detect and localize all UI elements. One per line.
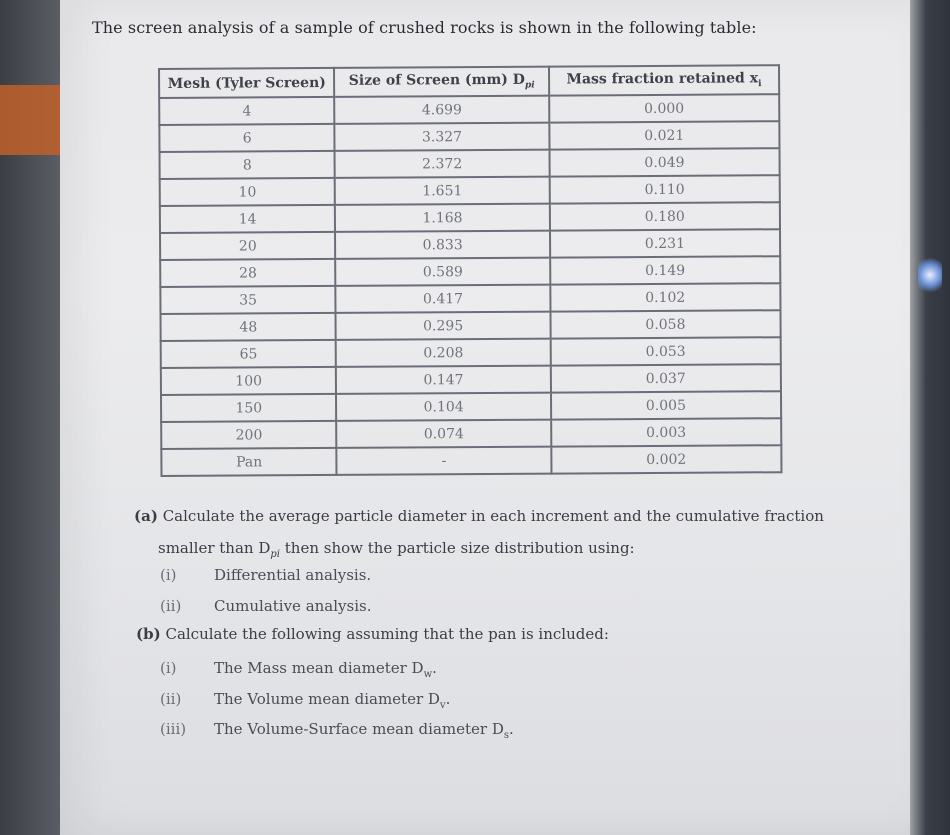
cell-mass-fraction: 0.149 — [550, 256, 780, 284]
question-b-item-1: (i) The Mass mean diameter $D_w$. — [160, 659, 437, 680]
cell-size: 0.589 — [336, 258, 550, 286]
table-row — [160, 202, 780, 233]
table-row — [161, 418, 781, 449]
cell-size: - — [337, 447, 551, 475]
table-row — [160, 256, 780, 287]
cell-mesh: 10 — [160, 178, 336, 206]
question-b-label: (b) — [136, 625, 161, 643]
screen-analysis-table — [158, 64, 782, 477]
table-row — [160, 283, 780, 314]
table-row — [161, 337, 781, 368]
cell-size: 3.327 — [335, 123, 549, 151]
cell-size: 0.833 — [335, 231, 549, 259]
cell-mesh: 20 — [160, 232, 336, 260]
cell-mass-fraction: 0.231 — [550, 229, 780, 257]
header-mass-fraction: Mass fraction retained $x_i$ — [549, 65, 779, 95]
question-a — [134, 500, 834, 571]
table-row — [160, 175, 780, 206]
cell-size: 0.147 — [336, 366, 550, 394]
question-b-text: Calculate the following assuming that the pan is included: — [165, 625, 609, 643]
cell-mesh: 8 — [160, 151, 336, 179]
header-size: Size of Screen (mm) $D_{pi}$ — [334, 67, 548, 97]
cell-size: 0.295 — [336, 312, 550, 340]
background-accent — [0, 85, 60, 155]
header-mesh: Mesh (Tyler Screen) — [159, 68, 335, 98]
cell-size: 0.208 — [336, 339, 550, 367]
cell-size: 1.651 — [335, 177, 549, 205]
cell-mesh: 4 — [159, 97, 335, 125]
intro-text: The screen analysis of a sample of crushed rocks is shown in the following table: — [92, 18, 757, 37]
table-row — [161, 445, 781, 476]
table-row — [160, 148, 780, 179]
paper-sheet — [60, 0, 910, 835]
cell-mass-fraction: 0.102 — [550, 283, 780, 311]
cell-size: 0.104 — [336, 393, 550, 421]
cell-mesh: Pan — [161, 448, 337, 476]
cell-mesh: 65 — [161, 340, 337, 368]
table-header-row — [159, 65, 779, 98]
table-row — [159, 121, 779, 152]
cell-mesh: 6 — [159, 124, 335, 152]
cell-mass-fraction: 0.021 — [549, 121, 779, 149]
cell-mesh: 14 — [160, 205, 336, 233]
cell-mass-fraction: 0.037 — [551, 364, 781, 392]
cell-mass-fraction: 0.049 — [549, 148, 779, 176]
question-a-item-2: (ii) Cumulative analysis. — [160, 597, 372, 615]
cell-mass-fraction: 0.053 — [550, 337, 780, 365]
cell-mass-fraction: 0.000 — [549, 94, 779, 122]
question-b-item-3: (iii) The Volume-Surface mean diameter $D_s$. — [160, 720, 514, 741]
cell-mass-fraction: 0.003 — [551, 418, 781, 446]
cell-mesh: 200 — [161, 421, 337, 449]
question-a-item-1: (i) Differential analysis. — [160, 566, 372, 584]
table-row — [161, 364, 781, 395]
table-row — [159, 94, 779, 125]
cell-mass-fraction: 0.058 — [550, 310, 780, 338]
cell-mesh: 150 — [161, 394, 337, 422]
cell-size: 0.417 — [336, 285, 550, 313]
cell-mesh: 48 — [161, 313, 337, 341]
cell-mass-fraction: 0.005 — [551, 391, 781, 419]
table-row — [160, 229, 780, 260]
cell-size: 2.372 — [335, 150, 549, 178]
table-row — [161, 310, 781, 341]
question-b — [136, 625, 609, 643]
light-glint — [918, 255, 942, 295]
question-b-item-2: (ii) The Volume mean diameter $D_v$. — [160, 690, 451, 711]
table-row — [161, 391, 781, 422]
cell-size: 0.074 — [337, 420, 551, 448]
cell-mass-fraction: 0.180 — [550, 202, 780, 230]
question-a-text-2: smaller than $D_{pi}$ then show the particle size distribution using: — [158, 539, 635, 560]
background-right — [910, 0, 950, 835]
cell-mesh: 28 — [160, 259, 336, 287]
cell-mesh: 100 — [161, 367, 337, 395]
question-a-text: Calculate the average particle diameter in each increment and the cumulative fraction — [162, 507, 824, 525]
question-a-label: (a) — [134, 507, 158, 525]
cell-size: 1.168 — [335, 204, 549, 232]
cell-mass-fraction: 0.002 — [551, 445, 781, 473]
cell-size: 4.699 — [335, 96, 549, 124]
cell-mesh: 35 — [160, 286, 336, 314]
cell-mass-fraction: 0.110 — [549, 175, 779, 203]
